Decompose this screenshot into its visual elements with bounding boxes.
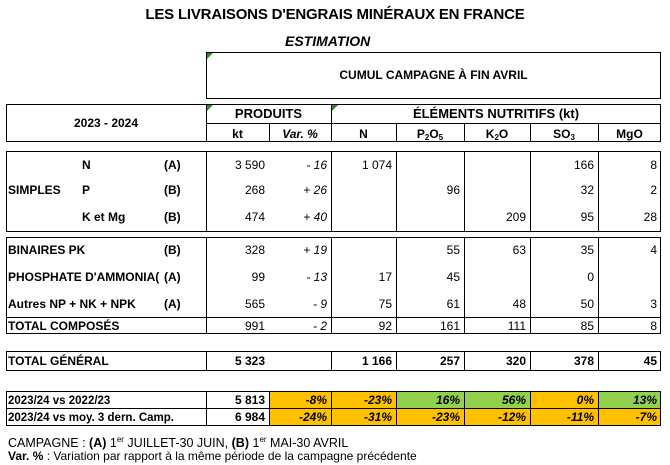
comparison-cell-p2o5: 16% bbox=[396, 391, 464, 408]
var-header: Var. % bbox=[282, 127, 318, 141]
comparison-cell-n: -23% bbox=[331, 391, 396, 408]
comparison-cell-p2o5: -23% bbox=[396, 408, 464, 425]
comparison-cell-mgo: -7% bbox=[598, 408, 661, 425]
k2o-header: $K_2O$ bbox=[485, 127, 509, 142]
n-header: N bbox=[359, 127, 368, 141]
footnote-campagne: CAMPAGNE : (A) 1er JUILLET-30 JUIN, (B) 1er MAI-30 AVRIL bbox=[8, 435, 349, 450]
comparison-cell-k2o: -12% bbox=[464, 408, 530, 425]
comparison-cell-n: -31% bbox=[331, 408, 396, 425]
page-subtitle: ESTIMATION bbox=[285, 33, 371, 49]
elements-header: ÉLÉMENTS NUTRITIFS (kt) bbox=[412, 106, 580, 121]
kt-header: kt bbox=[232, 127, 243, 141]
produits-header: PRODUITS bbox=[234, 106, 303, 121]
comparison-cell-var: -8% bbox=[269, 391, 331, 408]
comparison-cell-so3: -11% bbox=[530, 408, 598, 425]
comment-marker bbox=[207, 53, 213, 59]
comparison-cell-var: -24% bbox=[269, 408, 331, 425]
mgo-header: MgO bbox=[616, 127, 643, 141]
comparison-cell-mgo: 13% bbox=[598, 391, 661, 408]
comparison-label-2: 2023/24 vs moy. 3 dern. Camp. bbox=[8, 412, 174, 424]
total-general-label: TOTAL GÉNÉRAL bbox=[8, 354, 109, 368]
campaign-header: 2023 - 2024 bbox=[73, 116, 139, 130]
comparison-cell-k2o: 56% bbox=[464, 391, 530, 408]
comparison-label-1: 2023/24 vs 2022/23 bbox=[8, 395, 111, 407]
comparison-cell-so3: 0% bbox=[530, 391, 598, 408]
cumul-box bbox=[206, 52, 661, 99]
so3-header: $SO_3$ bbox=[553, 127, 575, 142]
comparison-cell-kt: 6 984 bbox=[206, 408, 269, 425]
page-title: LES LIVRAISONS D'ENGRAIS MINÉRAUX EN FRANCE bbox=[145, 6, 525, 23]
simples-label: SIMPLES bbox=[8, 183, 61, 197]
comparison-cell-kt: 5 813 bbox=[206, 391, 269, 408]
footnote-var: Var. % : Variation par rapport à la même période de la campagne précédente bbox=[8, 449, 417, 463]
cumul-label: CUMUL CAMPAGNE À FIN AVRIL bbox=[339, 68, 528, 82]
p2o5-header: $P_2O_5$ bbox=[416, 127, 444, 142]
